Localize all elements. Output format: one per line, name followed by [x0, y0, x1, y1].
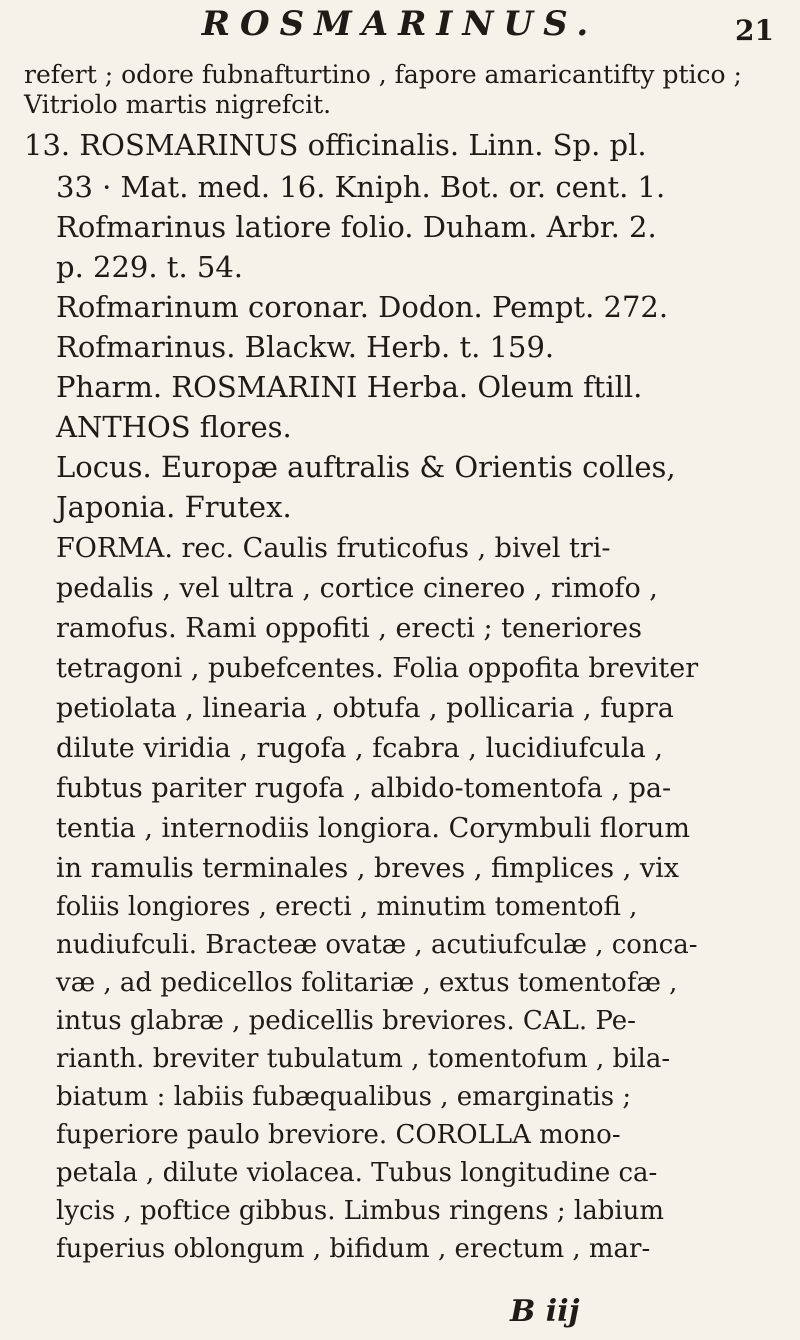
text-line: rianth. breviter tubulatum , tomentofum , bila-	[56, 1044, 671, 1074]
text-line: 33 · Mat. med. 16. Kniph. Bot. or. cent. 1.	[56, 170, 666, 204]
text-line: petala , dilute violacea. Tubus longitudine ca-	[56, 1158, 658, 1188]
signature-mark: B iij	[510, 1294, 580, 1329]
text-line: Rofmarinus latiore folio. Duham. Arbr. 2.	[56, 210, 657, 244]
text-line: foliis longiores , erecti , minutim tomentofi ,	[56, 892, 638, 922]
text-line: p. 229. t. 54.	[56, 250, 243, 284]
text-line: væ , ad pedicellos folitariæ , extus tomentofæ ,	[56, 968, 678, 998]
text-line: Vitriolo martis nigrefcit.	[24, 90, 332, 119]
text-line: tetragoni , pubefcentes. Folia oppofita breviter	[56, 653, 699, 684]
text-line: fuperiore paulo breviore. COROLLA mono-	[56, 1120, 621, 1150]
text-line: FORMA. rec. Caulis fruticofus , bivel tri-	[56, 533, 611, 564]
text-line: petiolata , linearia , obtufa , pollicaria , fupra	[56, 693, 674, 724]
text-line: 13. ROSMARINUS officinalis. Linn. Sp. pl.	[24, 128, 647, 162]
text-line: biatum : labiis fubæqualibus , emarginatis ;	[56, 1082, 632, 1112]
running-title: ROSMARINUS.	[201, 4, 599, 44]
text-line: fuperius oblongum , bifidum , erectum , mar-	[56, 1234, 651, 1264]
text-line: pedalis , vel ultra , cortice cinereo , rimofo ,	[56, 573, 658, 604]
text-line: Rofmarinum coronar. Dodon. Pempt. 272.	[56, 290, 669, 324]
page-number: 21	[735, 14, 774, 47]
text-line: tentia , internodiis longiora. Corymbuli florum	[56, 813, 690, 844]
text-line: ANTHOS flores.	[56, 410, 292, 444]
text-line: intus glabræ , pedicellis breviores. CAL. Pe-	[56, 1006, 636, 1036]
text-line: nudiufculi. Bracteæ ovatæ , acutiufculæ , conca-	[56, 930, 698, 960]
text-line: Locus. Europæ auftralis & Orientis colles,	[56, 450, 676, 484]
text-line: fubtus pariter rugofa , albido-tomentofa , pa-	[56, 773, 672, 804]
text-line: Pharm. ROSMARINI Herba. Oleum ftill.	[56, 370, 643, 404]
text-line: in ramulis terminales , breves , fimplices , vix	[56, 853, 679, 884]
text-line: Japonia. Frutex.	[56, 490, 292, 524]
text-line: ramofus. Rami oppofiti , erecti ; teneriores	[56, 613, 642, 644]
text-line: Rofmarinus. Blackw. Herb. t. 159.	[56, 330, 555, 364]
page-header	[0, 4, 800, 60]
text-line: refert ; odore fubnafturtino , fapore amaricantifty ptico ;	[24, 60, 742, 89]
text-line: lycis , poftice gibbus. Limbus ringens ; labium	[56, 1196, 665, 1226]
text-line: dilute viridia , rugofa , fcabra , lucidiufcula ,	[56, 733, 663, 764]
